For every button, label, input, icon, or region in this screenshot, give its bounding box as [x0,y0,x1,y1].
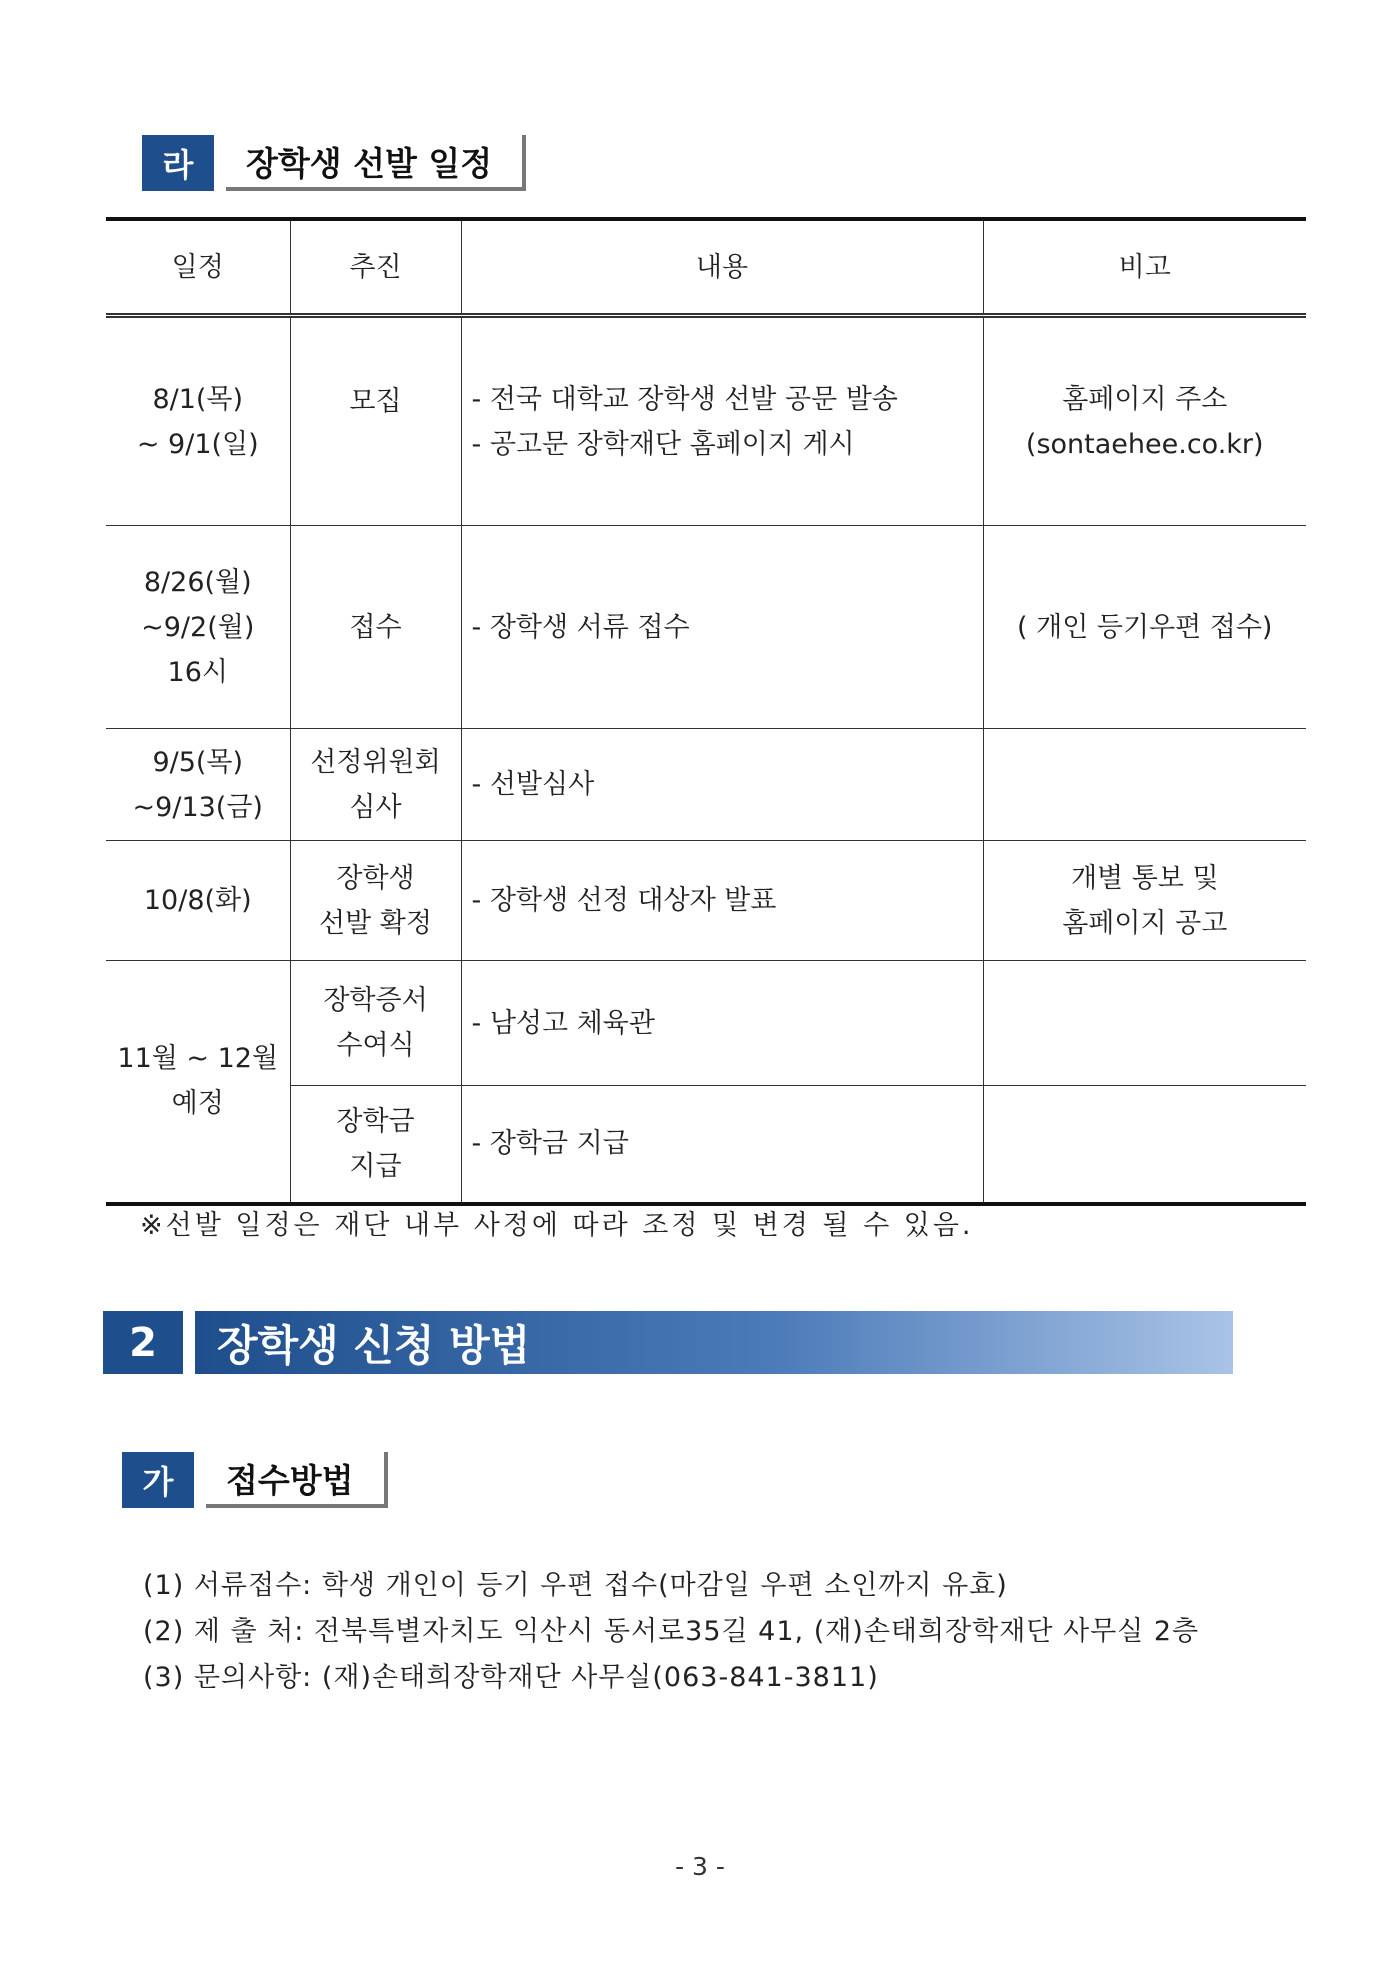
cell-line: ~ 9/1(일) [136,428,259,460]
header-stage: 추진 [290,219,461,316]
note-cell [983,841,1306,961]
cell-line: 심사 [349,791,402,823]
cell-line: - 장학금 지급 [471,1128,629,1160]
schedule-footnote: ※선발 일정은 재단 내부 사정에 따라 조정 및 변경 될 수 있음. [140,1210,974,1241]
cell-line: 10/8(화) [143,885,252,916]
section-heading [103,1311,1233,1374]
date-cell [106,841,290,961]
stage-cell [290,526,461,729]
cell-line: (sontaehee.co.kr) [1025,428,1264,460]
stage-cell [290,841,461,961]
cell-line: 선발 확정 [319,907,432,939]
cell-line: 홈페이지 주소 [1062,383,1228,415]
cell-line: ~9/2(월) [141,611,255,643]
list-item: (3) 문의사항: (재)손태희장학재단 사무실(063-841-3811) [143,1662,879,1693]
cell-line: 장학금 [336,1105,415,1137]
header-date: 일정 [106,219,290,316]
cell-line: - 장학생 서류 접수 [471,611,690,643]
cell-line: - 선발심사 [471,769,595,800]
date-cell [106,729,290,841]
cell-line: ( 개인 등기우편 접수) [1017,611,1273,643]
list-item: (1) 서류접수: 학생 개인이 등기 우편 접수(마감일 우편 소인까지 유효) [143,1570,1008,1601]
cell-line: - 공고문 장학재단 홈페이지 게시 [471,428,855,460]
table-row [106,316,1306,526]
cell-line: 8/26(월) [143,566,252,598]
list-item: (2) 제 출 처: 전북특별자치도 익산시 동서로35길 41, (재)손태희장학재단 사무실 2층 [143,1616,1200,1647]
cell-line: 개별 통보 및 [1070,862,1219,894]
cell-line: 장학증서 [323,985,428,1016]
cell-line: 장학생 [336,862,415,894]
page-number: - 3 - [675,1852,725,1881]
section-number: 2 [103,1311,183,1374]
cell-line: 예정 [171,1088,224,1120]
schedule-heading [142,135,526,191]
stage-cell [290,316,461,526]
schedule-heading-badge: 라 [142,135,214,191]
content-cell [461,729,983,841]
content-cell [461,961,983,1086]
cell-line: 수여식 [336,1030,415,1061]
cell-line: 모집 [349,386,402,417]
content-cell [461,1086,983,1204]
table-row [106,526,1306,729]
stage-cell [290,961,461,1086]
date-cell [106,961,290,1204]
cell-line: - 장학생 선정 대상자 발표 [471,885,777,916]
schedule-heading-title: 장학생 선발 일정 [226,135,526,191]
content-cell [461,316,983,526]
header-note: 비고 [983,219,1306,316]
cell-line: 9/5(목) [152,746,244,778]
date-cell [106,316,290,526]
cell-line: - 남성고 체육관 [471,1007,655,1039]
content-cell [461,841,983,961]
table-row [106,961,1306,1086]
content-cell [461,526,983,729]
cell-line: 접수 [349,611,402,643]
cell-line: ~9/13(금) [132,791,263,823]
cell-line: 지급 [349,1150,402,1182]
cell-line: 8/1(목) [152,383,244,415]
section-title: 장학생 신청 방법 [195,1311,1233,1374]
cell-line: - 전국 대학교 장학생 선발 공문 발송 [471,383,898,415]
note-cell [983,526,1306,729]
note-cell [983,316,1306,526]
schedule-table [106,217,1306,1206]
header-content: 내용 [461,219,983,316]
method-heading [122,1452,388,1508]
stage-cell [290,1086,461,1204]
table-row [106,841,1306,961]
method-heading-badge: 가 [122,1452,194,1508]
cell-line: 16시 [167,656,228,688]
method-list [143,1563,1199,1701]
cell-line: 홈페이지 공고 [1062,907,1228,939]
table-header-row [106,219,1306,316]
date-cell [106,526,290,729]
note-cell [983,1086,1306,1204]
note-cell [983,729,1306,841]
stage-cell [290,729,461,841]
note-cell [983,961,1306,1086]
cell-line: 선정위원회 [310,746,441,778]
method-heading-title: 접수방법 [206,1452,388,1508]
table-row [106,729,1306,841]
cell-line: 11월 ~ 12월 [117,1043,279,1075]
